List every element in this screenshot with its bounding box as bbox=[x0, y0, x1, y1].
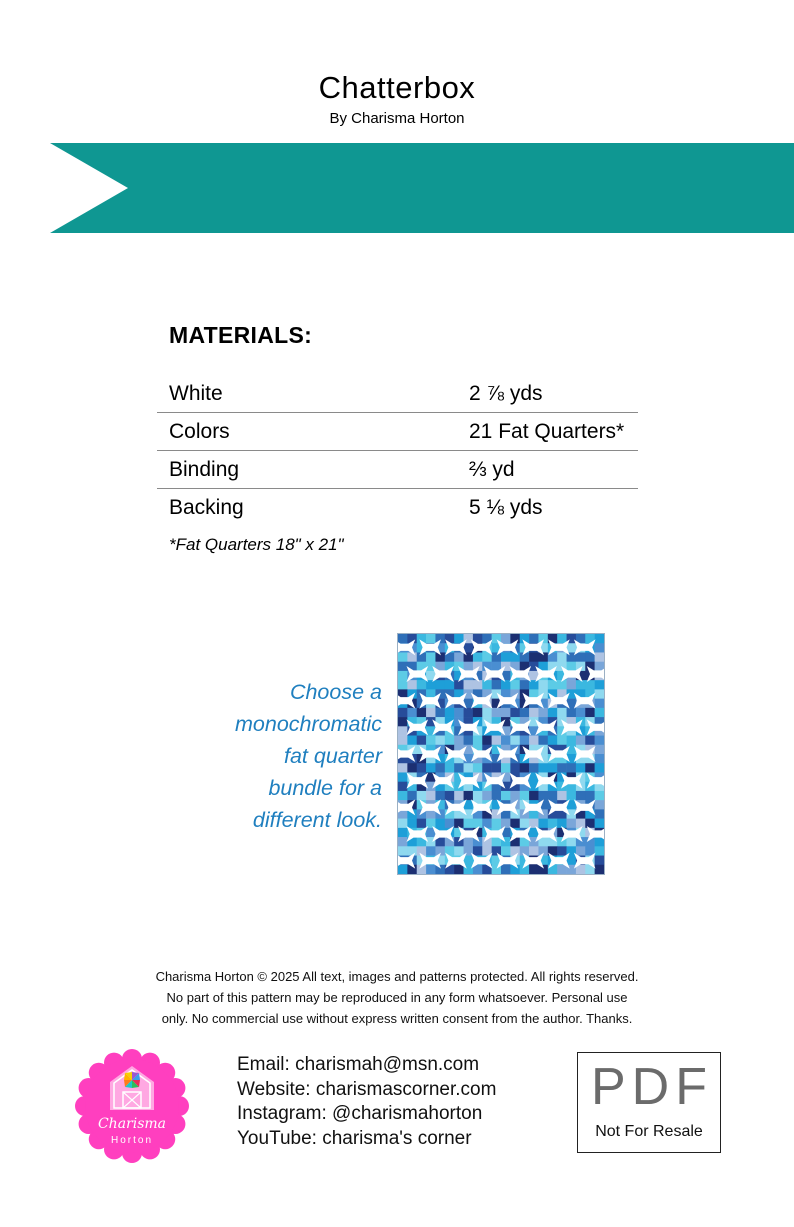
promo-text bbox=[190, 676, 382, 836]
materials-row bbox=[157, 413, 638, 451]
pdf-not-for-resale-badge bbox=[577, 1052, 721, 1153]
copyright-line: No part of this pattern may be reproduced in any form whatsoever. Personal use bbox=[166, 990, 628, 1005]
promo-line: Choose a bbox=[289, 680, 382, 704]
materials-row bbox=[157, 375, 638, 413]
material-name: White bbox=[169, 381, 223, 405]
contact-info bbox=[237, 1053, 496, 1151]
teal-banner bbox=[50, 143, 794, 233]
materials-heading: MATERIALS: bbox=[169, 322, 313, 348]
contact-youtube: YouTube: charisma's corner bbox=[237, 1127, 472, 1149]
pattern-byline: By Charisma Horton bbox=[329, 110, 465, 127]
pdf-label: PDF bbox=[591, 1058, 713, 1116]
material-name: Backing bbox=[169, 495, 244, 519]
copyright-line: only. No commercial use without express written consent from the author. Thanks. bbox=[161, 1011, 633, 1026]
copyright-line: Charisma Horton © 2025 All text, images and patterns protected. All rights reserved. bbox=[155, 969, 639, 984]
promo-line: monochromatic bbox=[235, 712, 382, 736]
material-amount: 5 ⅛ yds bbox=[469, 495, 543, 519]
contact-email: Email: charismah@msn.com bbox=[237, 1054, 480, 1075]
contact-instagram: Instagram: @charismahorton bbox=[237, 1103, 483, 1124]
material-amount: 2 ⅞ yds bbox=[469, 381, 543, 405]
logo-text-name: Charisma bbox=[97, 1116, 167, 1132]
charisma-horton-logo bbox=[74, 1048, 190, 1164]
promo-line: bundle for a bbox=[268, 776, 382, 800]
materials-footnote: *Fat Quarters 18" x 21" bbox=[169, 535, 344, 554]
quilt-preview-image bbox=[397, 633, 605, 875]
material-amount: ⅔ yd bbox=[469, 457, 515, 481]
materials-row bbox=[157, 489, 638, 526]
contact-website: Website: charismascorner.com bbox=[237, 1078, 497, 1100]
pattern-title: Chatterbox bbox=[318, 70, 476, 105]
promo-line: different look. bbox=[252, 808, 382, 832]
promo-line: fat quarter bbox=[284, 744, 382, 768]
materials-row bbox=[157, 451, 638, 489]
logo-text-surname: Horton bbox=[110, 1135, 154, 1146]
materials-table bbox=[157, 375, 638, 526]
pinwheel-icon bbox=[124, 1072, 140, 1088]
material-name: Binding bbox=[169, 457, 240, 481]
material-name: Colors bbox=[169, 419, 230, 443]
not-for-resale-label: Not For Resale bbox=[595, 1123, 703, 1140]
material-amount: 21 Fat Quarters* bbox=[469, 419, 625, 443]
copyright-notice bbox=[0, 966, 794, 1029]
